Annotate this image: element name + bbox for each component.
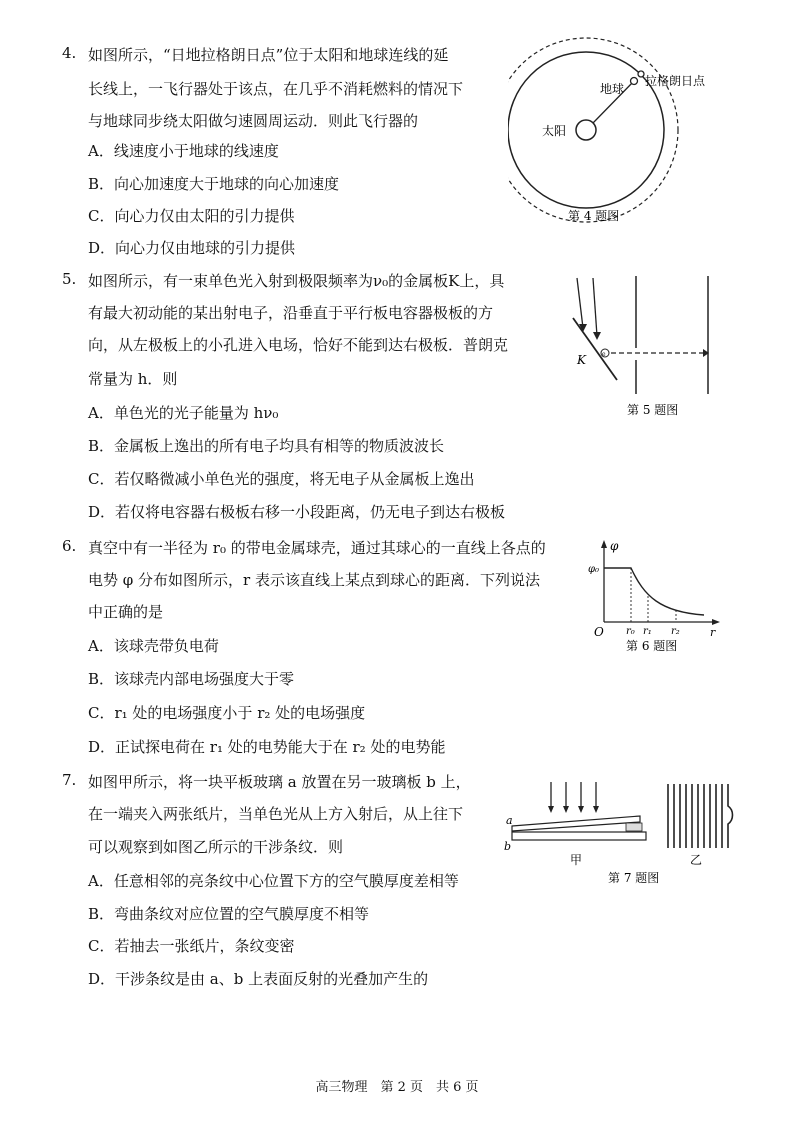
r0-label: r₀: [626, 626, 635, 637]
page-footer: 高三物理 第 2 页 共 6 页: [315, 1080, 479, 1095]
option-a: A．该球壳带负电荷: [88, 637, 219, 655]
option-b: B．弯曲条纹对应位置的空气膜厚度不相等: [88, 905, 370, 923]
figure-caption: 第 5 题图: [627, 403, 679, 417]
glass-plate-a: [512, 816, 640, 831]
option-c: C．r₁ 处的电场强度小于 r₂ 处的电场强度: [88, 704, 366, 722]
question-text-line: 中正确的是: [88, 603, 164, 621]
question-text-line: 如图所示，“日地拉格朗日点”位于太阳和地球连线的延: [88, 46, 449, 64]
option-a: A．任意相邻的亮条纹中心位置下方的空气膜厚度差相等: [88, 872, 459, 890]
question-text-line: 常量为 h．则: [88, 370, 178, 388]
earth-icon: [631, 78, 638, 85]
phi0-label: φ₀: [588, 564, 600, 575]
question-text-line: 有最大初动能的某出射电子，沿垂直于平行板电容器极板的方: [88, 304, 494, 322]
question-text-line: 真空中有一半径为 r₀ 的带电金属球壳，通过其球心的一直线上各点的: [88, 539, 546, 557]
question-text-line: 与地球同步绕太阳做匀速圆周运动．则此飞行器的: [88, 112, 419, 130]
figure-caption: 第 6 题图: [626, 639, 678, 653]
lagrange-point-icon: [638, 71, 644, 77]
question-number: 5.: [62, 270, 77, 288]
question-text-line: 在一端夹入两张纸片，当单色光从上方入射后，从上往下: [88, 805, 464, 823]
figure-caption: 第 7 题图: [608, 871, 660, 885]
option-d: D．向心力仅由地球的引力提供: [88, 239, 296, 257]
plate-a-label: a: [506, 814, 513, 827]
option-d: D．若仅将电容器右极板右移一小段距离，仍无电子到达右极板: [88, 503, 506, 521]
option-b: B．向心加速度大于地球的向心加速度: [88, 175, 340, 193]
metal-plate-k: [573, 318, 617, 380]
question-text-line: 如图所示，有一束单色光入射到极限频率为ν₀的金属板K上，具: [88, 272, 505, 290]
question-text-line: 长线上，一飞行器处于该点，在几乎不消耗燃料的情况下: [88, 80, 464, 98]
sun-label: 太阳: [542, 124, 567, 138]
plate-b-label: b: [504, 840, 512, 853]
option-b: B．金属板上逸出的所有电子均具有相等的物质波波长: [88, 437, 445, 455]
y-axis-label: φ: [610, 539, 619, 553]
paper-pieces: [626, 823, 642, 831]
figure-caption: 第 4 题图: [568, 209, 620, 223]
option-d: D．干涉条纹是由 a、b 上表面反射的光叠加产生的: [88, 970, 429, 988]
light-ray: [577, 278, 583, 328]
interference-fringes: [668, 784, 733, 848]
glass-plate-b: [512, 832, 646, 840]
light-ray: [593, 278, 597, 336]
electron-label: e: [602, 351, 606, 358]
x-axis-label: r: [710, 626, 716, 639]
r2-label: r₂: [671, 626, 680, 637]
question-number: 4.: [62, 44, 77, 62]
question-number: 6.: [62, 537, 77, 555]
question-text-line: 如图甲所示，将一块平板玻璃 a 放置在另一玻璃板 b 上，: [88, 773, 471, 791]
figure-yi-label: 乙: [690, 853, 703, 867]
lagrange-label: 拉格朗日点: [645, 74, 706, 88]
option-b: B．该球壳内部电场强度大于零: [88, 670, 295, 688]
option-c: C．若抽去一张纸片，条纹变密: [88, 937, 295, 955]
option-a: A．线速度小于地球的线速度: [88, 142, 279, 160]
figure-5: [565, 276, 725, 421]
r1-label: r₁: [643, 626, 652, 637]
option-c: C．若仅略微减小单色光的强度，将无电子从金属板上逸出: [88, 470, 475, 488]
earth-label: 地球: [600, 82, 625, 96]
figure-6: [586, 538, 726, 653]
figure-jia-label: 甲: [570, 853, 583, 867]
figure-7: [502, 778, 742, 890]
plate-k-label: K: [577, 353, 586, 367]
origin-label: O: [594, 625, 604, 639]
question-text-line: 向，从左极板上的小孔进入电场，恰好不能到达右极板．普朗克: [88, 336, 509, 354]
potential-curve: [604, 568, 704, 615]
option-a: A．单色光的光子能量为 hν₀: [88, 404, 279, 422]
question-number: 7.: [62, 771, 77, 789]
option-c: C．向心力仅由太阳的引力提供: [88, 207, 295, 225]
option-d: D．正试探电荷在 r₁ 处的电势能大于在 r₂ 处的电势能: [88, 738, 446, 756]
question-text-line: 可以观察到如图乙所示的干涉条纹．则: [88, 838, 344, 856]
figure-4: [508, 20, 738, 230]
question-text-line: 电势 φ 分布如图所示，r 表示该直线上某点到球心的距离．下列说法: [88, 571, 540, 589]
